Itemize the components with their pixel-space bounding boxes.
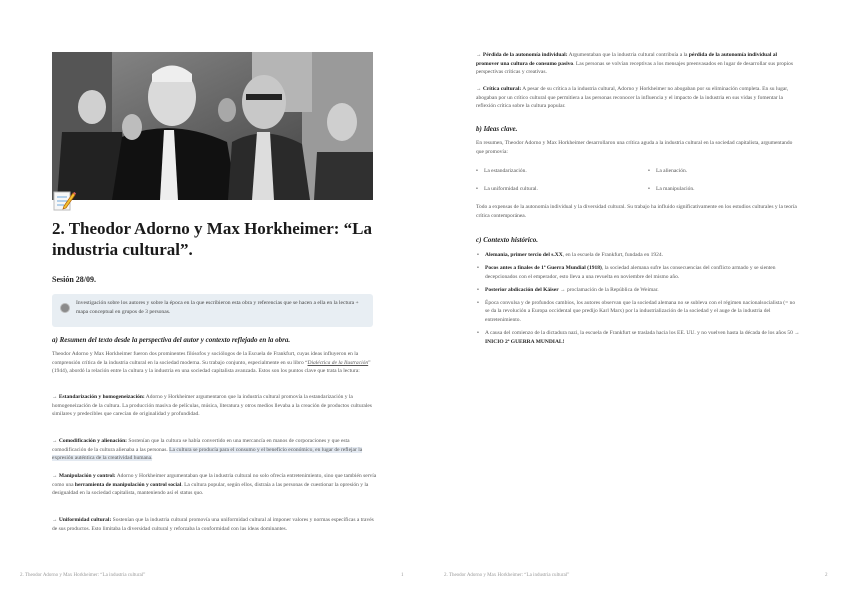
context-item: • Alemania, primer tercio del s.XX, en la escuela de Frankfurt, fundada en 1924.: [476, 251, 801, 260]
footer-title: 2. Theodor Adorno y Max Horkheimer: “La industria cultural”: [20, 573, 146, 578]
info-callout: [52, 294, 373, 327]
intro-paragraph: Theodor Adorno y Max Horkheimer fueron dos prominentes filósofos y sociólogos de la Escuela de Frankfurt, cuyas ideas influyeron en la comprensión crítica de la industria cultural en la sociedad moderna. Su trabajo conjunto, especialmente en su libro “Dialéctica de la Ilustración” (1944), abordó la relación entre la cultura y la industria en una sociedad capitalista avanzada. Estos son los puntos clave que trata la lectura:: [52, 351, 371, 375]
context-item: • Época convulsa y de profundos cambios, los autores observan que la sociedad alemana no se subleva con el régimen nacionalsocialista (= no se da la revolución a Europa occidental que predijo Karl Marx) por la industrialización de la sociedad y el auge de la industria del entretenimiento.: [476, 299, 801, 325]
section-c-heading: c) Contexto histórico.: [476, 236, 539, 244]
adorno-horkheimer-photo: [52, 52, 373, 200]
section-b-outro: Todo a expensas de la autonomía individual y la diversidad cultural. Su trabajo ha influido significativamente en los estudios culturales y la teoría crítica contemporánea.: [476, 204, 797, 219]
section-a-heading: a) Resumen del texto desde la perspectiva del autor y contexto reflejado en la obra.: [52, 336, 291, 344]
point-standardization: → Estandarización y homogeneización: Adorno y Horkheimer argumentaron que la industria cultural promovía la estandarización y la homogeneización de la cultura. La producción masiva de películas, música, literatura y otros medios llevaba a la creación de productos culturales similares y predecibles que carecían de originalidad y profundidad.: [52, 394, 372, 418]
memo-icon: [52, 188, 76, 212]
key-idea-item: • La estandarización.: [476, 168, 527, 174]
point-commodification: → Comodificación y alienación: Sostenían que la cultura se había convertido en una mercancía en manos de corporaciones y que esta comodificación de la cultura alienaba a las personas. La cultura se producía para el consumo y el beneficio económico, en lugar de reflejar la expresión auténtica de la creatividad humana.: [52, 438, 363, 462]
context-item: • Posterior abdicación del Káiser → proclamación de la República de Weimar.: [476, 286, 801, 295]
context-item: • A causa del comienzo de la dictadura nazi, la escuela de Frankfurt se traslada hacia los EE. UU. y no vuelven hasta la década de los años 50 → INICIO 2ª GUERRA MUNDIAL!: [476, 329, 801, 346]
point-uniformity: → Uniformidad cultural: Sostenían que la industria cultural promovía una uniformidad cultural al imponer valores y normas específicas a través de sus productos. Esto limitaba la diversidad cultural y reforzaba la conformidad con las ideas dominantes.: [52, 517, 374, 532]
page-2: [424, 0, 848, 600]
footer-title: 2. Theodor Adorno y Max Horkheimer: “La industria cultural”: [444, 573, 570, 578]
book-title-link[interactable]: Dialéctica de la Ilustración: [307, 359, 369, 366]
context-item: • Pocos antes a finales de 1ª Guerra Mundial (1918), la sociedad alemana sufre las consecuencias del conflicto armado y se sienten decepcionados con el emperador, esto lleva a una revuelta en noviembre del mismo año.: [476, 264, 801, 281]
section-b-intro: En resumen, Theodor Adorno y Max Horkheimer desarrollaron una crítica aguda a la industria cultural en la sociedad capitalista, argumentando que promovía:: [476, 140, 793, 155]
point-critique: → Crítica cultural: A pesar de su crítica a la industria cultural, Adorno y Horkheimer no abogaban por su eliminación completa. En su lugar, abogaban por un crítico cultural que permitiera a las personas reconocer la influencia y el impacto de la industria en sus vidas y fomentar la reflexión crítica sobre la cultura popular.: [476, 86, 789, 110]
context-list: [476, 251, 801, 351]
section-b-heading: b) Ideas clave.: [476, 125, 518, 133]
page-number: 2: [825, 573, 828, 578]
key-idea-item: • La alienación.: [648, 168, 687, 174]
point-manipulation: → Manipulación y control: Adorno y Horkheimer argumentaban que la industria cultural no solo ofrecía entretenimiento, sino que también servía como una herramienta de manipulación y control social. La cultura popular, según ellos, distraía a las personas de cuestionar la opresión y la desigualdad en la sociedad capitalista, manteniendo así el status quo.: [52, 473, 377, 497]
page-title: 2. Theodor Adorno y Max Horkheimer: “La industria cultural”.: [52, 219, 373, 259]
highlighted-text: La cultura se producía para el consumo y el beneficio económico, en lugar de reflejar la expresión auténtica de la creatividad humana.: [52, 446, 363, 462]
page-number: 1: [401, 573, 404, 578]
key-idea-item: • La manipulación.: [648, 186, 695, 192]
point-autonomy: → Pérdida de la autonomía individual: Argumentaban que la industria cultural contribuía a la pérdida de la autonomía individual al promover una cultura de consumo pasivo. Las personas se volvían receptivas a los mensajes preenvasados en lugar de desarrollar sus propios perspectivas críticas y creativas.: [476, 52, 794, 76]
session-label: Sesión 28/09.: [52, 275, 97, 284]
callout-text: Investigación sobre los autores y sobre la época en la que escribieron esta obra y referencias que se hacen a ella en la lectura + mapa conceptual en grupos de 3 personas.: [76, 300, 359, 315]
info-icon: [60, 303, 70, 313]
key-idea-item: • La uniformidad cultural.: [476, 186, 538, 192]
